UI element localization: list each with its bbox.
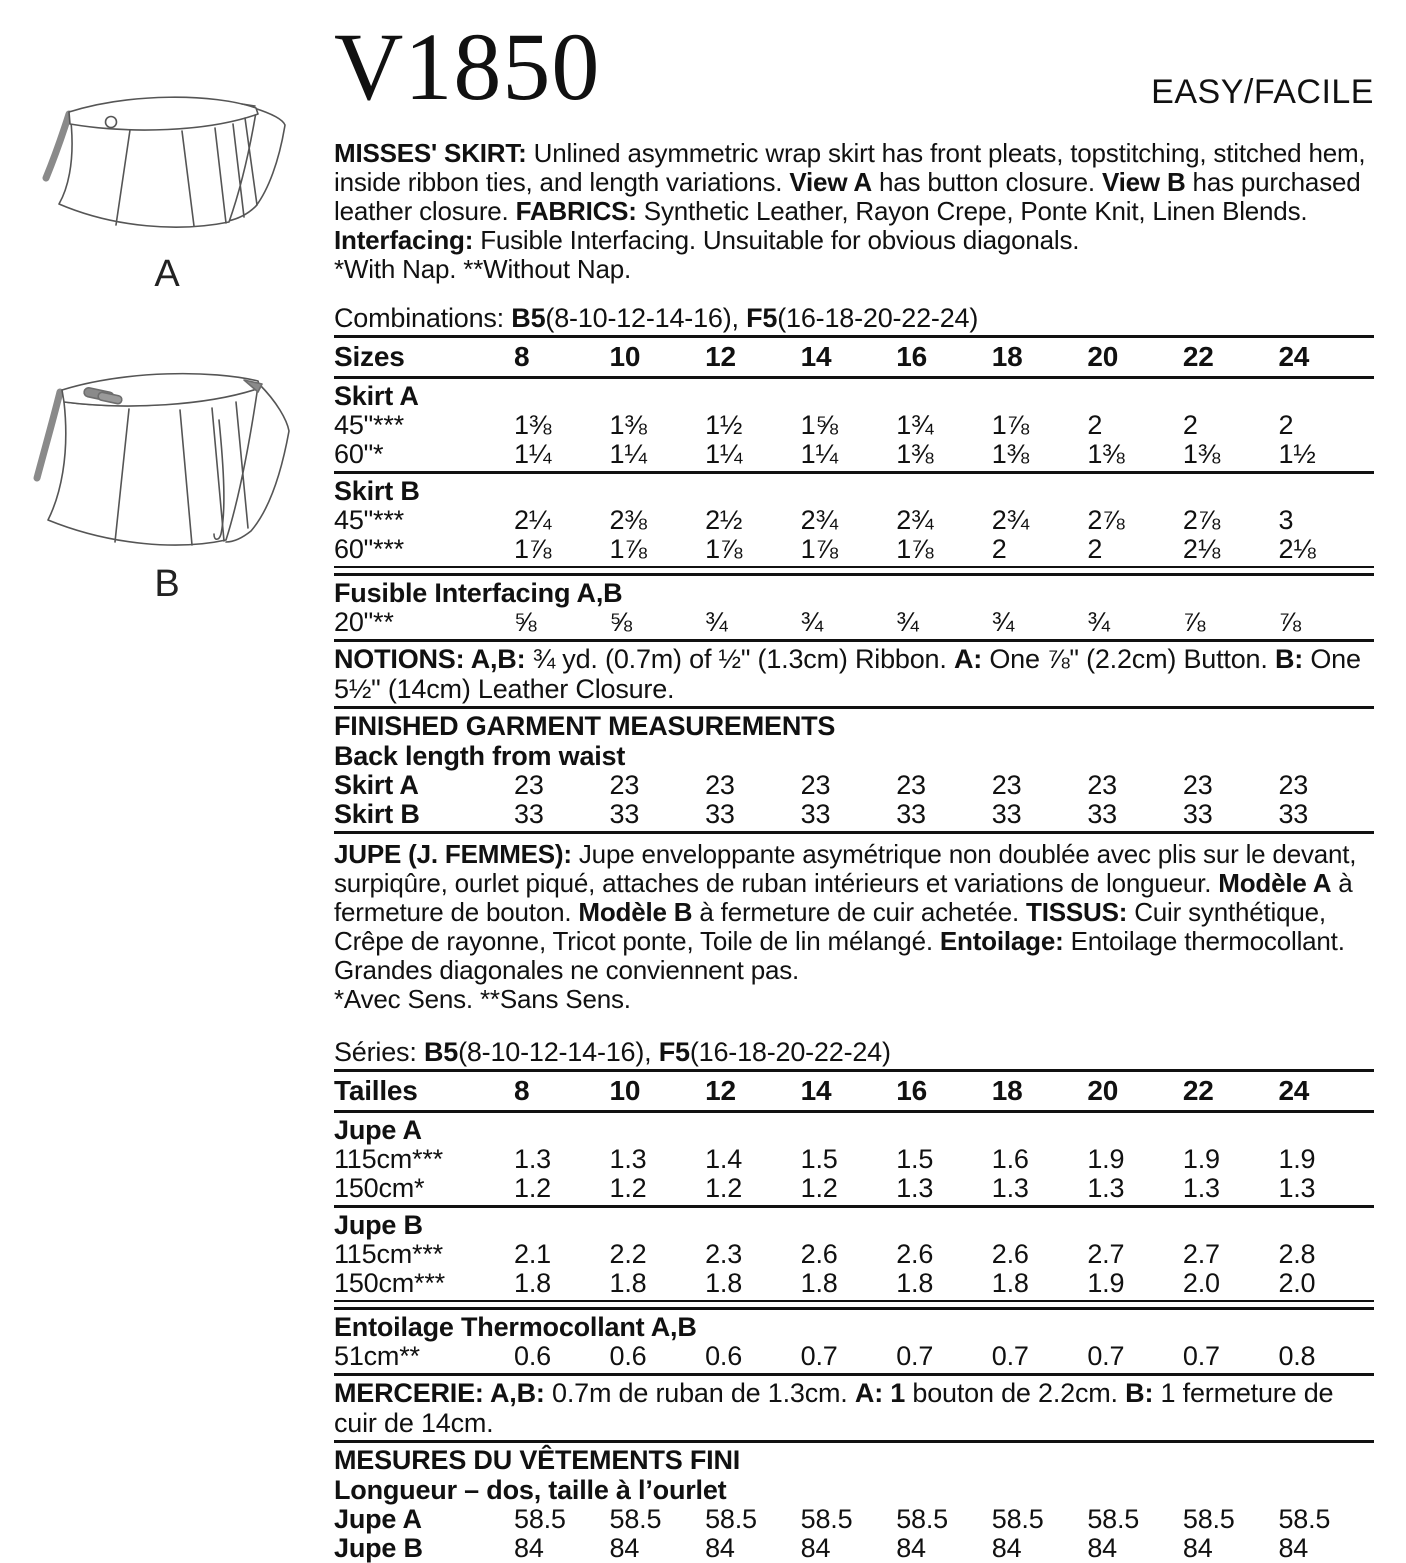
table-divider (334, 566, 1374, 576)
table-heading: Jupe B (334, 1210, 423, 1240)
table-heading: Skirt A (334, 381, 419, 411)
value-cell: ⅞ (1182, 607, 1206, 637)
value-cell: 2.6 (896, 1239, 934, 1269)
value-cell: 2.7 (1087, 1239, 1125, 1269)
value-cell: 33 (896, 799, 926, 829)
table-divider (334, 471, 1374, 474)
value-cell: 2¾ (991, 505, 1029, 535)
value-cell: 2⅛ (1182, 534, 1221, 564)
value-cell: 1⅞ (609, 534, 647, 564)
skirt-b-line-art (12, 362, 322, 562)
skirt-a-illustration (8, 84, 326, 294)
value-cell: 2.2 (609, 1239, 647, 1269)
row-label: 115cm*** (334, 1144, 443, 1174)
value-cell: 1⅜ (896, 439, 934, 469)
value-cell: 0.6 (514, 1341, 551, 1371)
value-cell: 84 (1182, 1533, 1213, 1563)
value-cell: 58.5 (1087, 1504, 1140, 1534)
value-cell: 1.3 (1182, 1173, 1220, 1203)
value-cell: 1.2 (609, 1173, 647, 1203)
value-cell: 2.1 (514, 1239, 551, 1269)
table-row (334, 608, 1374, 637)
difficulty-badge: EASY/FACILE (1151, 73, 1374, 111)
row-label: 115cm*** (334, 1239, 443, 1269)
table-row (334, 411, 1374, 440)
value-cell: 22 (1182, 1075, 1214, 1106)
value-cell: 2 (991, 534, 1007, 564)
value-cell: 1.3 (1087, 1173, 1125, 1203)
table-heading: Skirt B (334, 476, 420, 506)
value-cell: 2⅞ (1182, 505, 1221, 535)
row-label: Tailles (334, 1075, 418, 1106)
value-cell: 1.2 (800, 1173, 838, 1203)
value-cell: 58.5 (1278, 1504, 1331, 1534)
value-cell: 1.5 (800, 1144, 838, 1174)
value-cell: 14 (800, 1075, 832, 1106)
table-row (334, 506, 1374, 535)
value-cell: 20 (1087, 1075, 1119, 1106)
value-cell: 2 (1087, 410, 1103, 440)
table-divider (334, 1110, 1374, 1113)
value-cell: 2.3 (705, 1239, 743, 1269)
table-divider (334, 1440, 1374, 1443)
table-row (334, 535, 1374, 564)
value-cell: 1⅜ (1182, 439, 1221, 469)
table-divider (334, 335, 1374, 338)
value-cell: 1.3 (609, 1144, 647, 1174)
value-cell: 33 (1182, 799, 1213, 829)
value-cell: 1.9 (1182, 1144, 1220, 1174)
value-cell: 1⅜ (991, 439, 1029, 469)
value-cell: 1.2 (705, 1173, 743, 1203)
value-cell: 23 (705, 770, 735, 800)
value-cell: 1.8 (705, 1268, 743, 1298)
value-cell: 58.5 (705, 1504, 757, 1534)
table-heading: Back length from waist (334, 741, 626, 771)
value-cell: 1⅜ (514, 410, 552, 440)
value-cell: 2½ (705, 505, 743, 535)
value-cell: 23 (991, 770, 1022, 800)
value-cell: 2.6 (991, 1239, 1029, 1269)
table-divider (334, 1300, 1374, 1310)
table-heading: FINISHED GARMENT MEASUREMENTS (334, 711, 836, 741)
value-cell: 8 (514, 341, 530, 372)
value-cell: ¾ (705, 607, 728, 637)
value-cell: 1⅜ (1087, 439, 1125, 469)
value-cell: 1⅞ (705, 534, 743, 564)
value-cell: 23 (896, 770, 926, 800)
table-divider (334, 1373, 1374, 1376)
yardage-table-french (334, 1069, 1374, 1563)
value-cell: 0.7 (991, 1341, 1029, 1371)
row-label: 150cm* (334, 1173, 425, 1203)
value-cell: 1.6 (991, 1144, 1029, 1174)
description-english: MISSES' SKIRT: Unlined asymmetric wrap skirt has front pleats, topstitching, stitched hem, inside ribbon ties, and length variations. View A has button closure. View B has purchased leather closure. FABRICS: Synthetic Leather, Rayon Crepe, Ponte Knit, Linen Blends. Interfacing: Fusible Interfacing. Unsuitable for obvious diagonals. *With Nap. **Without Nap. (334, 138, 1366, 284)
value-cell: 33 (991, 799, 1022, 829)
table-divider (334, 1069, 1374, 1072)
value-cell: 33 (800, 799, 831, 829)
value-cell: 84 (1278, 1533, 1309, 1563)
value-cell: 20 (1087, 341, 1119, 372)
row-label: 60"*** (334, 534, 404, 564)
table-heading: MESURES DU VÊTEMENTS FINI (334, 1445, 741, 1475)
value-cell: 16 (896, 1075, 927, 1106)
value-cell: 1.8 (514, 1268, 551, 1298)
row-label: 150cm*** (334, 1268, 445, 1298)
value-cell: 1⅞ (514, 534, 552, 564)
row-label: Skirt A (334, 770, 419, 800)
value-cell: 84 (1087, 1533, 1117, 1563)
skirt-a-line-art (17, 84, 317, 252)
table-heading: Fusible Interfacing A,B (334, 578, 623, 608)
value-cell: 0.7 (800, 1341, 838, 1371)
value-cell: 2.0 (1182, 1268, 1220, 1298)
value-cell: 0.6 (705, 1341, 743, 1371)
value-cell: 1½ (1278, 439, 1316, 469)
value-cell: 58.5 (514, 1504, 566, 1534)
table-divider (334, 1205, 1374, 1208)
value-cell: 1.8 (609, 1268, 647, 1298)
value-cell: 2 (1087, 534, 1103, 564)
value-cell: 12 (705, 1075, 736, 1106)
table-row (334, 1342, 1374, 1371)
row-label: 20"** (334, 607, 394, 637)
row-label: Jupe A (334, 1504, 422, 1534)
row-label: 45"*** (334, 505, 404, 535)
row-label: 45"*** (334, 410, 404, 440)
value-cell: ⅝ (514, 607, 537, 637)
table-row (334, 1534, 1374, 1563)
value-cell: 1.3 (1278, 1173, 1316, 1203)
value-cell: 12 (705, 341, 736, 372)
value-cell: 24 (1278, 1075, 1310, 1106)
value-cell: 1.3 (896, 1173, 934, 1203)
yardage-table-english (334, 335, 1374, 834)
table-divider (334, 831, 1374, 834)
value-cell: 23 (1182, 770, 1213, 800)
value-cell: 23 (1278, 770, 1309, 800)
value-cell: 1.9 (1087, 1268, 1125, 1298)
value-cell: ⅝ (609, 607, 632, 637)
value-cell: 84 (991, 1533, 1022, 1563)
value-cell: 23 (1087, 770, 1117, 800)
series-line-french: Séries: B5(8-10-12-14-16), F5(16-18-20-22-24) (334, 1037, 891, 1067)
row-label: 60"* (334, 439, 384, 469)
value-cell: 2.6 (800, 1239, 838, 1269)
value-cell: 58.5 (1182, 1504, 1235, 1534)
value-cell: 14 (800, 341, 832, 372)
value-cell: 33 (1087, 799, 1117, 829)
table-row (334, 1145, 1374, 1174)
value-cell: 2⅜ (609, 505, 647, 535)
value-cell: 1.9 (1087, 1144, 1125, 1174)
value-cell: 1.3 (514, 1144, 551, 1174)
value-cell: 1⅝ (800, 410, 838, 440)
view-b-label: B (154, 563, 180, 605)
value-cell: 58.5 (896, 1504, 948, 1534)
view-a-label: A (154, 253, 180, 295)
combinations-line-english: Combinations: B5(8-10-12-14-16), F5(16-18-20-22-24) (334, 303, 979, 333)
table-row (334, 340, 1374, 374)
value-cell: 24 (1278, 341, 1310, 372)
row-label: Jupe B (334, 1533, 423, 1563)
button-icon (106, 117, 117, 128)
value-cell: 23 (514, 770, 544, 800)
value-cell: 1¼ (514, 439, 552, 469)
value-cell: 33 (705, 799, 735, 829)
value-cell: ¾ (896, 607, 919, 637)
value-cell: 58.5 (800, 1504, 853, 1534)
table-row (334, 440, 1374, 469)
value-cell: 84 (514, 1533, 544, 1563)
table-divider (334, 376, 1374, 379)
table-heading: Jupe A (334, 1115, 422, 1145)
table-divider (334, 706, 1374, 709)
value-cell: 18 (991, 1075, 1023, 1106)
value-cell: 10 (609, 341, 641, 372)
value-cell: 1.8 (896, 1268, 934, 1298)
table-row (334, 1174, 1374, 1203)
value-cell: 33 (514, 799, 544, 829)
value-cell: 33 (1278, 799, 1309, 829)
value-cell: 2 (1278, 410, 1294, 440)
value-cell: 2.0 (1278, 1268, 1316, 1298)
value-cell: 1⅞ (991, 410, 1029, 440)
value-cell: 10 (609, 1075, 641, 1106)
value-cell: 2¼ (514, 505, 552, 535)
value-cell: ⅞ (1278, 607, 1301, 637)
value-cell: ¾ (991, 607, 1015, 637)
masthead (334, 12, 1374, 120)
value-cell: 58.5 (609, 1504, 662, 1534)
value-cell: 1⅜ (609, 410, 647, 440)
value-cell: 1.3 (991, 1173, 1029, 1203)
value-cell: 58.5 (991, 1504, 1044, 1534)
table-row (334, 800, 1374, 829)
value-cell: 2.7 (1182, 1239, 1220, 1269)
page-title: V1850 (334, 13, 601, 120)
value-cell: 23 (800, 770, 831, 800)
table-heading: Longueur – dos, taille à l’ourlet (334, 1475, 727, 1505)
value-cell: 84 (800, 1533, 831, 1563)
value-cell: 1⅞ (800, 534, 838, 564)
value-cell: 1.5 (896, 1144, 934, 1174)
value-cell: 2¾ (896, 505, 934, 535)
illustration-panel (0, 0, 334, 1520)
row-label: Skirt B (334, 799, 420, 829)
description-french: JUPE (J. FEMMES): Jupe enveloppante asymétrique non doublée avec plis sur le devant, surpiqûre, ourlet piqué, attaches de ruban intérieurs et variations de longueur. Modèle A à fermeture de bouton. Modèle B à fermeture de cuir achetée. TISSUS: Cuir synthétique, Crêpe de rayonne, Tricot ponte, Toile de lin mélangé. Entoilage: Entoilage thermocollant. Grandes diagonales ne conviennent pas. *Avec Sens. **Sans Sens. (334, 839, 1357, 1014)
table-row (334, 1240, 1374, 1269)
value-cell: 0.8 (1278, 1341, 1316, 1371)
value-cell: 2 (1182, 410, 1198, 440)
value-cell: 1⅞ (896, 534, 934, 564)
value-cell: 0.7 (896, 1341, 934, 1371)
value-cell: 3 (1278, 505, 1294, 535)
value-cell: 2⅛ (1278, 534, 1316, 564)
skirt-b-illustration (8, 362, 326, 604)
value-cell: 2¾ (800, 505, 838, 535)
value-cell: 16 (896, 341, 927, 372)
value-cell: 23 (609, 770, 640, 800)
value-cell: 84 (705, 1533, 735, 1563)
value-cell: 1¼ (800, 439, 838, 469)
value-cell: 0.7 (1087, 1341, 1125, 1371)
value-cell: ¾ (800, 607, 823, 637)
value-cell: 0.7 (1182, 1341, 1220, 1371)
row-label: 51cm** (334, 1341, 420, 1371)
value-cell: 0.6 (609, 1341, 647, 1371)
table-row (334, 771, 1374, 800)
value-cell: 84 (896, 1533, 926, 1563)
value-cell: 18 (991, 341, 1023, 372)
value-cell: 1½ (705, 410, 743, 440)
value-cell: 84 (609, 1533, 640, 1563)
value-cell: 2⅞ (1087, 505, 1125, 535)
value-cell: 1¼ (705, 439, 743, 469)
value-cell: 2.8 (1278, 1239, 1316, 1269)
value-cell: 1.2 (514, 1173, 551, 1203)
table-row (334, 1074, 1374, 1108)
value-cell: 1¼ (609, 439, 647, 469)
table-divider (334, 639, 1374, 642)
value-cell: 1.8 (800, 1268, 838, 1298)
value-cell: 33 (609, 799, 640, 829)
value-cell: 22 (1182, 341, 1214, 372)
content-panel (334, 0, 1406, 1563)
value-cell: 1.9 (1278, 1144, 1316, 1174)
value-cell: ¾ (1087, 607, 1110, 637)
value-cell: 1¾ (896, 410, 934, 440)
value-cell: 1.8 (991, 1268, 1029, 1298)
value-cell: 8 (514, 1075, 530, 1106)
table-note: MERCERIE: A,B: 0.7m de ruban de 1.3cm. A: 1 bouton de 2.2cm. B: 1 fermeture de cuir de 14cm. (334, 1378, 1334, 1438)
table-note: NOTIONS: A,B: ¾ yd. (0.7m) of ½" (1.3cm) Ribbon. A: One ⅞" (2.2cm) Button. B: One 5½" (14cm) Leather Closure. (334, 644, 1361, 704)
row-label: Sizes (334, 341, 405, 372)
table-heading: Entoilage Thermocollant A,B (334, 1312, 697, 1342)
table-row (334, 1269, 1374, 1298)
value-cell: 1.4 (705, 1144, 743, 1174)
